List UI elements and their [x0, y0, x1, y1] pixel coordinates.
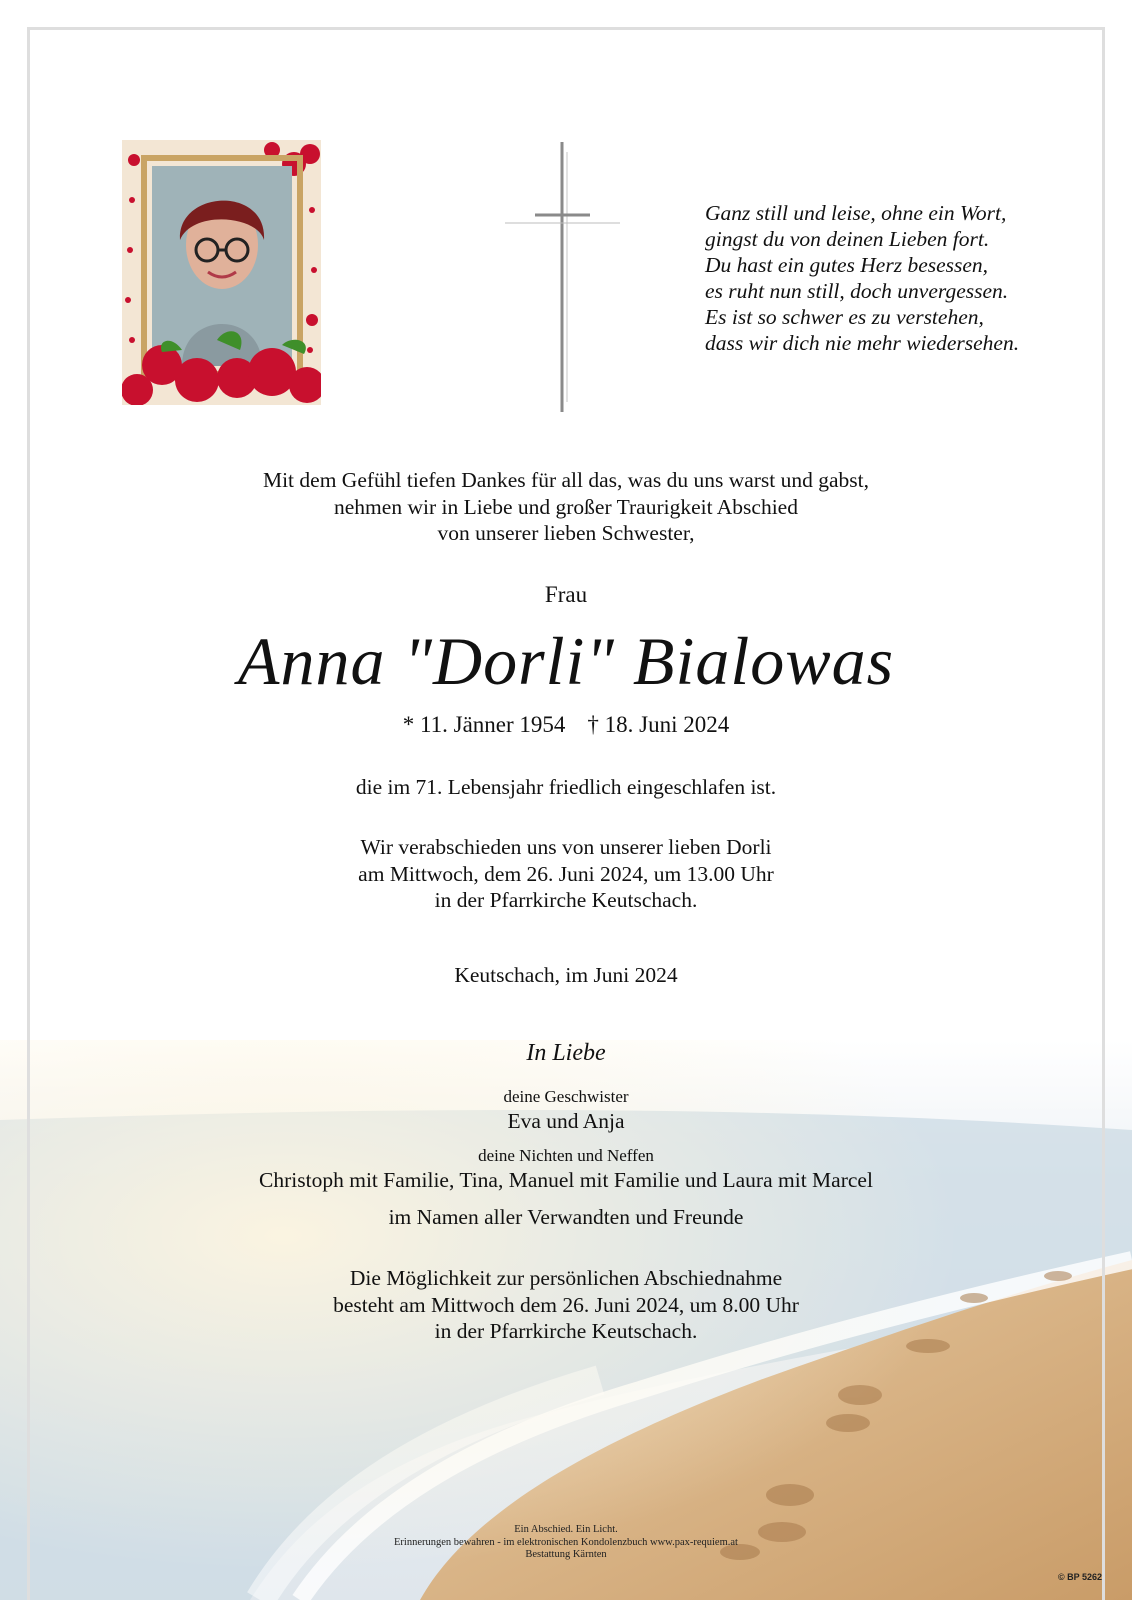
footer: [0, 1524, 1132, 1562]
poem-line: Es ist so schwer es zu verstehen,: [705, 305, 984, 329]
place-date: Keutschach, im Juni 2024: [454, 963, 678, 987]
in-love-heading: In Liebe: [526, 1040, 606, 1066]
nieces-label: deine Nichten und Neffen: [478, 1146, 654, 1165]
intro-line: nehmen wir in Liebe und großer Traurigkeit Abschied: [334, 494, 798, 519]
poem-line: Du hast ein gutes Herz besessen,: [705, 253, 989, 277]
viewing-line: Die Möglichkeit zur persönlichen Abschiednahme: [349, 1266, 783, 1290]
salutation: Frau: [544, 582, 588, 607]
cross-icon: [505, 142, 620, 412]
age-line: die im 71. Lebensjahr friedlich eingeschlafen ist.: [355, 775, 777, 799]
farewell-text: [0, 834, 1132, 914]
siblings-names: Eva und Anja: [507, 1109, 625, 1133]
siblings-label: deine Geschwister: [503, 1087, 629, 1106]
portrait-photo: [122, 140, 321, 405]
farewell-line: am Mittwoch, dem 26. Juni 2024, um 13.00 Uhr: [358, 861, 774, 886]
birth-date: * 11. Jänner 1954: [402, 712, 566, 737]
life-dates: [0, 712, 1132, 738]
poem-line: es ruht nun still, doch unvergessen.: [705, 279, 1009, 303]
deceased-name: Anna "Dorli" Bialowas: [237, 623, 895, 699]
print-code: © BP 5262: [1058, 1572, 1102, 1582]
death-date: † 18. Juni 2024: [587, 712, 730, 737]
viewing-line: in der Pfarrkirche Keutschach.: [434, 1319, 698, 1343]
poem-line: gingst du von deinen Lieben fort.: [705, 227, 990, 251]
intro-line: von unserer lieben Schwester,: [437, 521, 695, 545]
poem-line: Ganz still und leise, ohne ein Wort,: [705, 201, 1007, 225]
relatives-line: im Namen aller Verwandten und Freunde: [388, 1205, 744, 1229]
viewing-line: besteht am Mittwoch dem 26. Juni 2024, um 8.00 Uhr: [333, 1292, 799, 1317]
farewell-line: in der Pfarrkirche Keutschach.: [434, 888, 698, 912]
nieces-names: Christoph mit Familie, Tina, Manuel mit Familie und Laura mit Marcel: [259, 1168, 873, 1192]
footer-line: Bestattung Kärnten: [525, 1549, 607, 1560]
farewell-line: Wir verabschieden uns von unserer lieben Dorli: [360, 835, 772, 859]
poem: [705, 200, 1105, 356]
footer-line: Ein Abschied. Ein Licht.: [514, 1524, 618, 1535]
intro-text: [0, 467, 1132, 547]
intro-line: Mit dem Gefühl tiefen Dankes für all das, was du uns warst und gabst,: [262, 468, 870, 492]
viewing-info: [0, 1265, 1132, 1345]
poem-line: dass wir dich nie mehr wiedersehen.: [705, 331, 1020, 355]
footer-line: Erinnerungen bewahren - im elektronischen Kondolenzbuch www.pax-requiem.at: [394, 1536, 738, 1548]
